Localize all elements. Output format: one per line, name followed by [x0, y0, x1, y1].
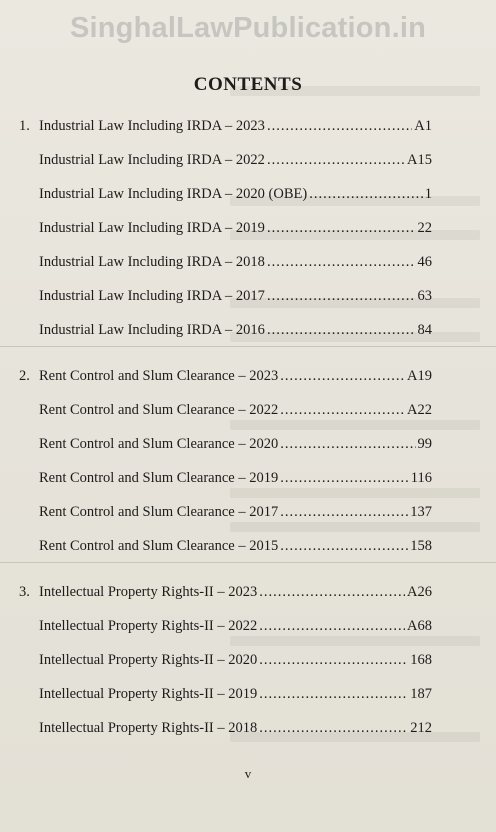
toc-entry-title: Intellectual Property Rights-II – 2019 — [39, 686, 258, 702]
toc-entry-page: A1 — [414, 118, 432, 134]
toc-entry-title: Rent Control and Slum Clearance – 2017 — [39, 504, 279, 520]
toc-entry-title: Industrial Law Including IRDA – 2016 — [39, 322, 265, 338]
page-number: v — [244, 766, 252, 781]
bleed-through — [230, 420, 480, 430]
toc-entry[interactable] — [19, 118, 432, 135]
toc-entry-page: 46 — [417, 254, 432, 270]
dot-leader — [267, 288, 416, 305]
toc-entry-title: Industrial Law Including IRDA – 2022 — [39, 152, 265, 168]
toc-entry[interactable] — [39, 436, 432, 453]
section-number: 3. — [19, 584, 30, 600]
toc-entry-page: 99 — [417, 436, 432, 452]
dot-leader — [267, 254, 416, 271]
toc-entry-page: 168 — [410, 652, 432, 668]
toc-entry-title: Intellectual Property Rights-II – 2018 — [39, 720, 258, 736]
dot-leader — [259, 686, 408, 703]
toc-entry[interactable] — [19, 584, 432, 601]
dot-leader — [280, 368, 405, 385]
toc-entry-title: Rent Control and Slum Clearance – 2019 — [39, 470, 279, 486]
toc-entry-title: Intellectual Property Rights-II – 2023 — [39, 584, 258, 600]
toc-entry[interactable] — [39, 686, 432, 703]
toc-entry[interactable] — [39, 504, 432, 521]
toc-entry-page: 212 — [410, 720, 432, 736]
toc-entry[interactable] — [39, 220, 432, 237]
toc-entry-page: A26 — [407, 584, 432, 600]
dot-leader — [280, 470, 409, 487]
toc-entry[interactable] — [39, 254, 432, 271]
toc-entry[interactable] — [39, 720, 432, 737]
toc-entry[interactable] — [39, 538, 432, 555]
toc-entry[interactable] — [39, 288, 432, 305]
dot-leader — [259, 584, 405, 601]
toc-entry-page: 63 — [417, 288, 432, 304]
toc-entry-page: 84 — [417, 322, 432, 338]
dot-leader — [267, 118, 412, 135]
toc-entry-title: Industrial Law Including IRDA – 2019 — [39, 220, 265, 236]
toc-entry-title: Industrial Law Including IRDA – 2020 (OBE) — [39, 186, 308, 202]
bleed-through — [230, 488, 480, 498]
bleed-through — [230, 636, 480, 646]
dot-leader — [259, 720, 408, 737]
toc-entry[interactable] — [39, 470, 432, 487]
bleed-through — [230, 522, 480, 532]
toc-entry-page: 116 — [410, 470, 432, 486]
toc-entry-page: A19 — [407, 368, 432, 384]
dot-leader — [267, 322, 416, 339]
dot-leader — [267, 220, 416, 237]
toc-entry-page: A68 — [407, 618, 432, 634]
dot-leader — [280, 436, 415, 453]
toc-entry-title: Intellectual Property Rights-II – 2020 — [39, 652, 258, 668]
dot-leader — [280, 402, 405, 419]
toc-entry-title: Industrial Law Including IRDA – 2017 — [39, 288, 265, 304]
dot-leader — [259, 618, 405, 635]
toc-entry[interactable] — [19, 368, 432, 385]
toc-entry[interactable] — [39, 186, 432, 203]
toc-entry-title: Rent Control and Slum Clearance – 2022 — [39, 402, 279, 418]
page-title: CONTENTS — [193, 74, 303, 95]
dot-leader — [259, 652, 408, 669]
toc-entry-page: 187 — [410, 686, 432, 702]
section-divider — [0, 562, 496, 563]
toc-entry-title: Industrial Law Including IRDA – 2018 — [39, 254, 265, 270]
dot-leader — [267, 152, 405, 169]
toc-entry[interactable] — [39, 322, 432, 339]
toc-entry-title: Intellectual Property Rights-II – 2022 — [39, 618, 258, 634]
toc-entry-page: A22 — [407, 402, 432, 418]
section-divider — [0, 346, 496, 347]
section-number: 2. — [19, 368, 30, 384]
dot-leader — [309, 186, 423, 203]
toc-entry-page: 1 — [424, 186, 432, 202]
toc-entry[interactable] — [39, 618, 432, 635]
toc-entry-page: 158 — [410, 538, 432, 554]
toc-entry-page: A15 — [407, 152, 432, 168]
toc-entry-title: Rent Control and Slum Clearance – 2020 — [39, 436, 279, 452]
dot-leader — [280, 504, 408, 521]
toc-entry-title: Rent Control and Slum Clearance – 2015 — [39, 538, 279, 554]
toc-entry-title: Industrial Law Including IRDA – 2023 — [39, 118, 265, 134]
toc-entry-page: 137 — [410, 504, 432, 520]
section-number: 1. — [19, 118, 30, 134]
toc-entry-title: Rent Control and Slum Clearance – 2023 — [39, 368, 279, 384]
toc-entry-page: 22 — [417, 220, 432, 236]
watermark: SinghalLawPublication.in — [69, 12, 427, 44]
toc-entry[interactable] — [39, 652, 432, 669]
dot-leader — [280, 538, 408, 555]
toc-entry[interactable] — [39, 402, 432, 419]
toc-entry[interactable] — [39, 152, 432, 169]
